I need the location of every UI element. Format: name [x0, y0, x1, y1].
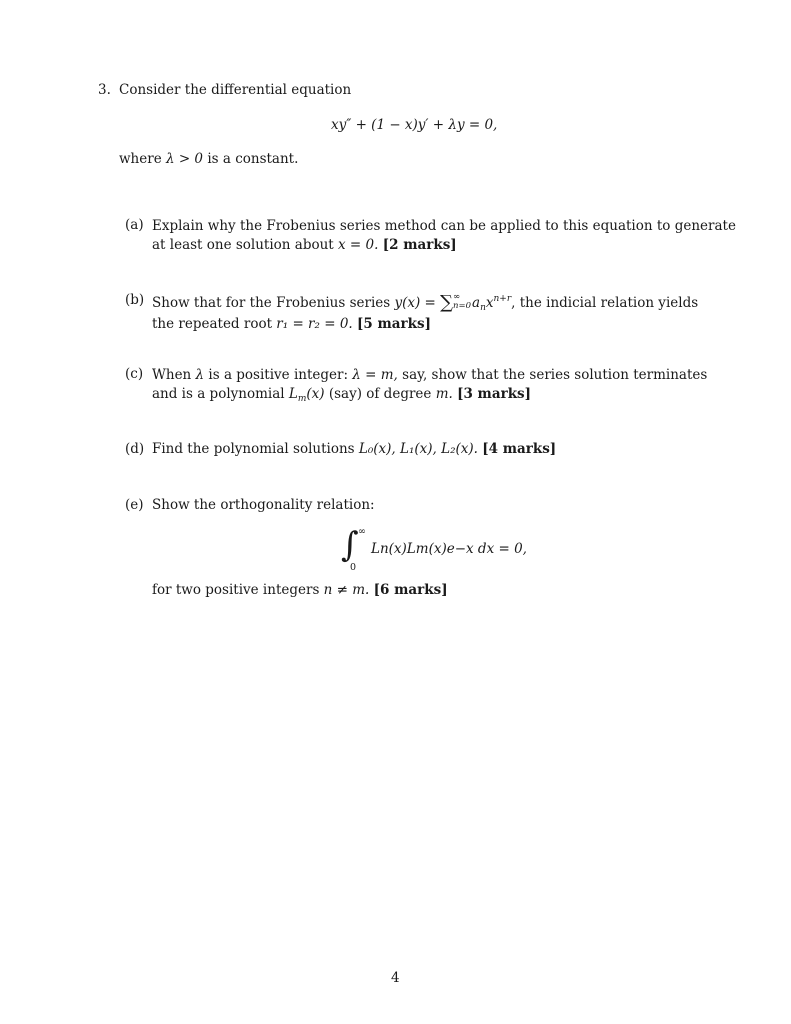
page-number: 4 — [391, 970, 400, 986]
part-b-line2-math: r₁ = r₂ = 0. — [276, 316, 353, 332]
part-c-label: (c) — [125, 366, 144, 382]
part-b-line1 — [152, 292, 698, 315]
part-c-poly-sub: m — [297, 394, 307, 404]
part-c-degree: m. — [435, 386, 453, 402]
sum-lower: n=0 — [453, 300, 472, 311]
part-a-line2 — [152, 236, 736, 255]
part-e-text: Show the orthogonality relation: — [152, 497, 375, 513]
part-d-text — [152, 441, 556, 457]
part-e-footer — [152, 582, 448, 598]
part-c-marks: [3 marks] — [457, 386, 532, 402]
part-d-text-main: Find the polynomial solutions — [152, 441, 359, 457]
question-intro: Consider the differential equation — [119, 82, 352, 98]
part-c-line2 — [152, 385, 707, 406]
part-a-label: (a) — [125, 217, 144, 233]
part-b-line1-pre: Show that for the Frobenius series — [152, 295, 395, 311]
part-c-lambda: λ — [195, 367, 205, 383]
part-b-marks: [5 marks] — [357, 316, 431, 332]
part-b-label: (b) — [125, 292, 145, 308]
sum-symbol: ∑ — [440, 292, 454, 313]
question-number: 3. — [98, 82, 111, 98]
part-c-lambda-eq: λ = m, — [352, 367, 398, 383]
series-term: a — [472, 295, 481, 311]
series-sub: n — [480, 303, 486, 313]
sum-limits — [453, 293, 471, 311]
part-b-line2-text: the repeated root — [152, 316, 277, 332]
part-c-line1-mid: is a positive integer: — [204, 367, 353, 383]
part-c-poly: L — [288, 386, 298, 402]
condition-rest: is a constant. — [203, 151, 299, 167]
condition-where: where — [119, 151, 166, 167]
condition-math: λ > 0 — [165, 151, 204, 167]
part-b-line1-post: , the indicial relation yields — [511, 295, 699, 311]
condition-line — [119, 151, 298, 167]
part-c-line1-post: say, show that the series solution terminates — [397, 367, 708, 383]
part-c-line1 — [152, 366, 707, 385]
part-e-label: (e) — [125, 497, 144, 513]
integral-lower: 0 — [350, 562, 357, 573]
part-a-marks: [2 marks] — [382, 237, 457, 253]
part-b-series-lhs: y(x) = — [394, 295, 441, 311]
part-c-poly-arg: (x) — [306, 386, 325, 402]
part-e-footer-math: n ≠ m. — [323, 582, 370, 598]
series-x: x — [485, 295, 494, 311]
main-equation: xy″ + (1 − x)y′ + λy = 0, — [331, 117, 498, 133]
part-c-line1-pre: When — [152, 367, 196, 383]
part-c-line2-pre: and is a polynomial — [152, 386, 289, 402]
series-sup: n+r — [493, 294, 512, 304]
integrand: Ln(x)Lm(x)e−x dx = 0, — [371, 541, 527, 557]
part-a-line2-text: at least one solution about — [152, 237, 339, 253]
part-e-marks: [6 marks] — [373, 582, 448, 598]
integral-sign: ∫ — [341, 525, 359, 565]
part-d-label: (d) — [125, 441, 145, 457]
part-d-solutions: L₀(x), L₁(x), L₂(x). — [358, 441, 478, 457]
part-d-marks: [4 marks] — [482, 441, 557, 457]
part-b-text — [152, 292, 698, 334]
part-b-line2 — [152, 315, 698, 334]
integral-upper: ∞ — [358, 526, 366, 537]
part-c-text — [152, 366, 707, 406]
part-a-line2-math: x = 0. — [338, 237, 379, 253]
part-e-footer-pre: for two positive integers — [152, 582, 324, 598]
part-c-line2-mid: (say) of degree — [324, 386, 436, 402]
part-a-line1: Explain why the Frobenius series method can be applied to this equation to generate — [152, 218, 736, 234]
sum-upper: ∞ — [453, 291, 461, 302]
part-a-text — [152, 217, 736, 255]
